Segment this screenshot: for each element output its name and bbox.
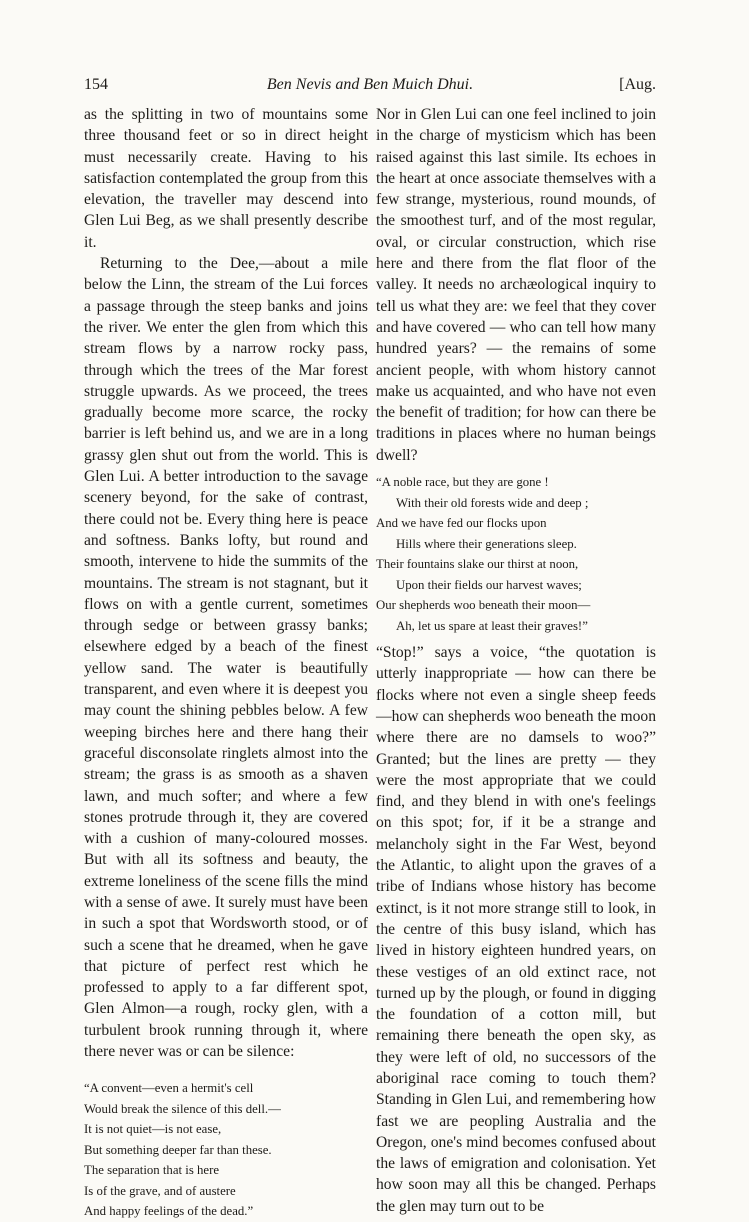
left-column [84,104,368,1222]
right-paragraph-2: “Stop!” says a voice, “the quotation is utterly inappropriate — how can there be flocks where not even a single sheep feeds—how can shepherds woo beneath the moon where there are no damsels to woo?” Granted; but the lines are pretty — they were the most appropriate that we could find, and they blend in with one's feelings on this spot; for, if it be a strange and melancholy sight in the Far West, beyond the Atlantic, to alight upon the graves of a tribe of Indians whose history has become extinct, is it not more strange still to look, in the centre of this busy island, which has lived in history eighteen hundred years, on these vestiges of an old extinct race, not turned up by the plough, or found in digging the foundation of a cotton mill, but remaining there beneath the open sky, as they were left of old, no successors of the aboriginal race coming to touch them? Standing in Glen Lui, and remembering how fast we are peopling Australia and the Oregon, one's mind becomes confused about the laws of emigration and colonisation. Yet how soon may all this be changed. Perhaps the glen may turn out to be [376,644,656,1215]
poem-line: Is of the grave, and of austere [84,1183,236,1198]
poem-line: Our shepherds woo beneath their moon— [376,598,591,613]
running-month: [Aug. [619,76,656,93]
poem-line: Hills where their generations sleep. [396,536,577,551]
poem-line: And happy feelings of the dead.” [84,1204,254,1219]
poem-line: “A noble race, but they are gone ! [376,475,549,490]
poem-line: Would break the silence of this dell.— [84,1101,281,1116]
left-poem [84,1078,368,1222]
right-column [376,104,656,1217]
page-number: 154 [84,76,108,93]
poem-line: But something deeper far than these. [84,1142,272,1157]
poem-line: Their fountains slake our thirst at noon, [376,557,579,572]
right-paragraph-1: Nor in Glen Lui can one feel inclined to join in the charge of mysticism which has been raised against this last simile. Its echoes in the heart at once associate themselves with a few strange, mysterious, round mounds, of the smoothest turf, and of the most regular, oval, or circular construction, which rise here and there from the flat floor of the valley. It needs no archæological inquiry to tell us what they are: we feel that they cover and have covered — who can tell how many hundred years? — the remains of some ancient people, with whom history cannot make us acquainted, and who have not even the benefit of tradition; for how can there be traditions in places where no human beings dwell? [376,106,656,464]
poem-line: And we have fed our flocks upon [376,516,547,531]
poem-line: “A convent—even a hermit's cell [84,1081,254,1096]
poem-line: Ah, let us spare at least their graves!” [396,618,588,633]
left-paragraph-1: as the splitting in two of mountains some three thousand feet or so in direct height must necessarily create. Having to his satisfaction contemplated the group from this elevation, the traveller may descend into Glen Lui Beg, as we shall presently describe it. [84,106,368,251]
running-header [84,76,656,100]
running-title: Ben Nevis and Ben Muich Dhui. [266,76,474,93]
poem-line: The separation that is here [84,1163,220,1178]
poem-line: Upon their fields our harvest waves; [396,577,582,592]
poem-line: It is not quiet—is not ease, [84,1122,222,1137]
left-paragraph-2: Returning to the Dee,—about a mile below the Linn, the stream of the Lui forces a passage through the steep banks and joins the river. We enter the glen from which this stream flows by a narrow rocky pass, through which the trees of the Mar forest struggle upwards. As we proceed, the trees gradually become more scarce, the rocky barrier is left behind us, and we are in a long grassy glen shut out from the world. This is Glen Lui. A better introduction to the savage scenery beyond, for the sake of contrast, there could not be. Every thing here is peace and softness. Banks lofty, but round and smooth, intervene to hide the summits of the mountains. The stream is not stagnant, but it flows on with a gentle current, sometimes through sedge or between grassy banks; elsewhere edged by a beach of the finest yellow sand. The water is beautifully transparent, and even where it is deepest you may count the shining pebbles below. A few weeping birches here and there hang their graceful disconsolate ringlets almost into the stream; the grass is as smooth as a shaven lawn, and much softer; and where a few stones protrude through it, they are covered with a cushion of many-coloured mosses. But with all its softness and beauty, the extreme loneliness of the scene fills the mind with a sense of awe. It surely must have been in such a spot that Wordsworth stood, or of such a scene that he dreamed, when he gave that picture of perfect rest which he professed to apply to a far different spot, Glen Almon—a rough, rocky glen, with a turbulent brook running through it, where there never was or can be silence: [84,255,368,1061]
right-poem [376,472,656,636]
poem-line: With their old forests wide and deep ; [396,495,589,510]
